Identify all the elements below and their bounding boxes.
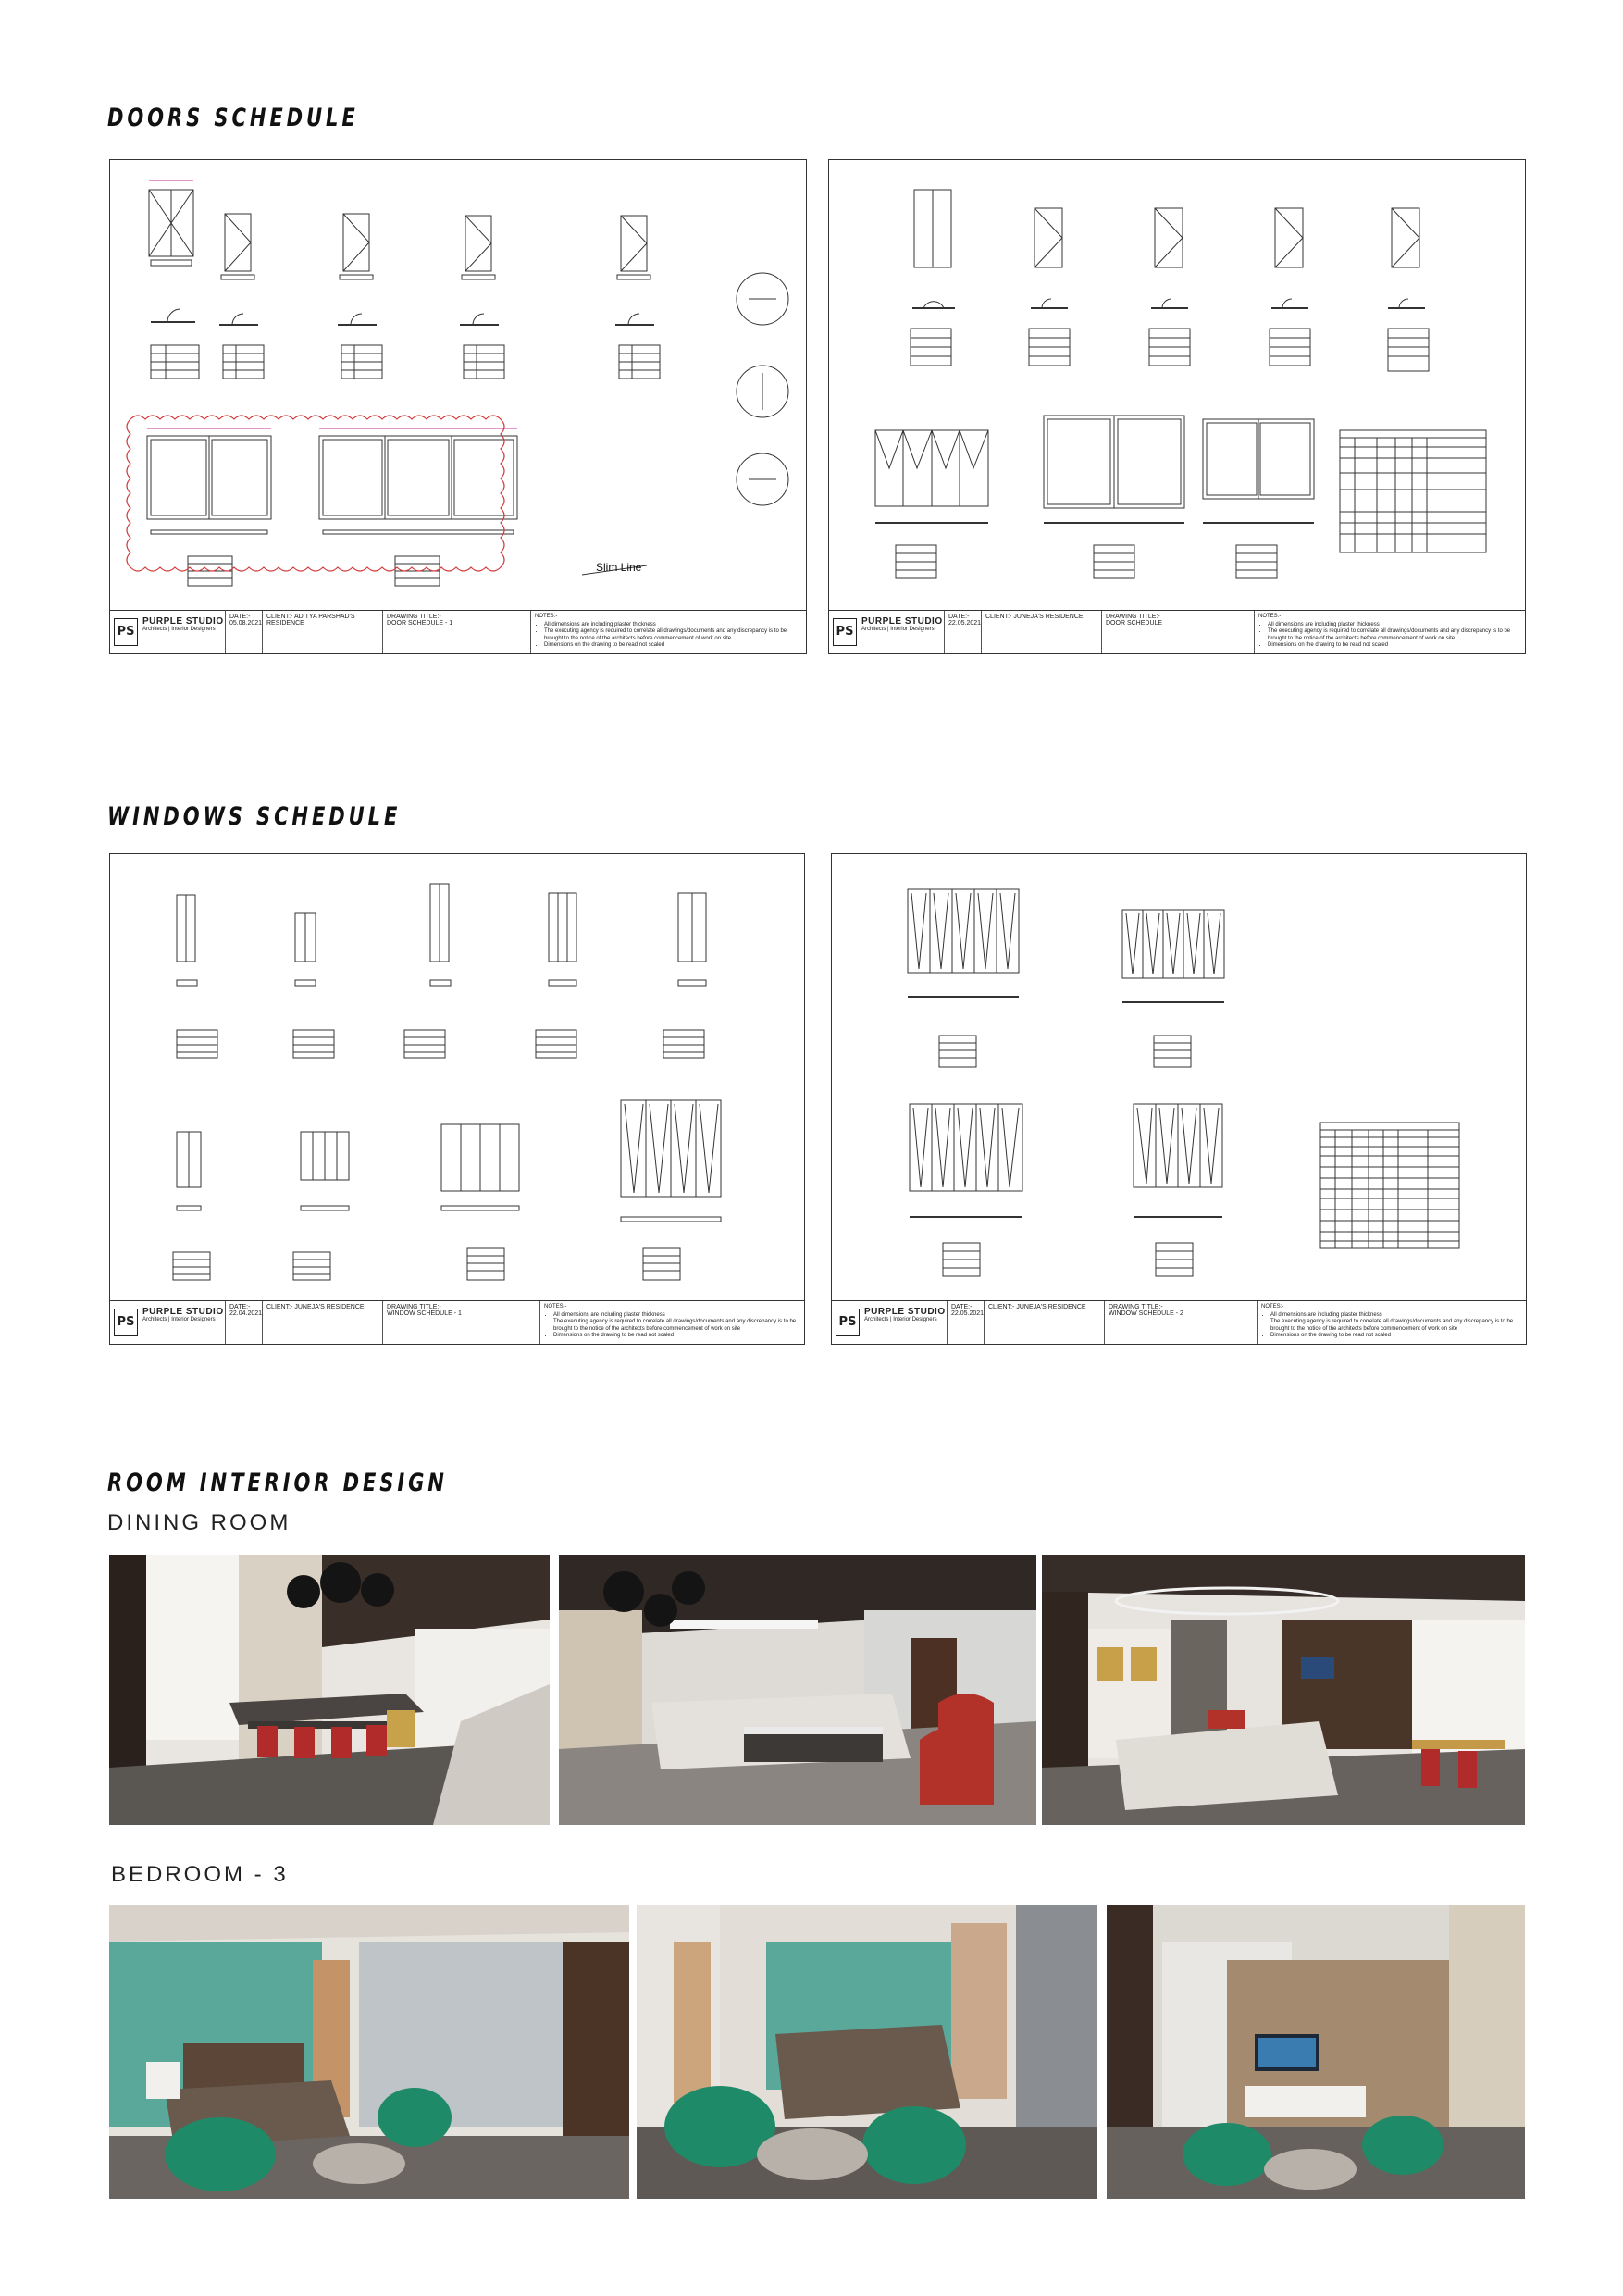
- slim-line-annotation: Slim Line: [596, 561, 642, 574]
- date-label: DATE:-: [948, 614, 970, 620]
- bedroom-3-heading: BEDROOM - 3: [111, 1862, 289, 1887]
- drawing-title-label: DRAWING TITLE:-: [387, 1304, 441, 1310]
- windows-schedule-heading: WINDOWS SCHEDULE: [107, 802, 402, 831]
- date-value: 22.05.2021: [951, 1310, 985, 1317]
- note-item: • All dimensions are including plaster thickness: [1270, 1312, 1522, 1320]
- note-item: • The executing agency is required to correlate all drawings/documents and any discrepancy is to be brought to the notice of the architects before commencement of work on site: [1268, 628, 1521, 642]
- drawing-title-value: DOOR SCHEDULE - 1: [387, 620, 453, 627]
- studio-name: PURPLE STUDIO: [864, 1307, 946, 1317]
- dining-room-render-3: [1042, 1555, 1525, 1825]
- dining-room-heading: DINING ROOM: [107, 1510, 291, 1535]
- drawing-title-label: DRAWING TITLE:-: [1109, 1304, 1163, 1310]
- studio-tagline: Architects | Interior Designers: [142, 627, 216, 632]
- note-item: • The executing agency is required to correlate all drawings/documents and any discrepancy is to be brought to the notice of the architects before commencement of work on site: [1270, 1319, 1522, 1333]
- notes-list: [553, 1312, 800, 1340]
- notes-list: [1270, 1312, 1522, 1340]
- studio-logo: PS: [114, 618, 138, 646]
- title-block-door-2: [829, 610, 1525, 653]
- title-block-window-2: [832, 1300, 1526, 1344]
- note-item: • The executing agency is required to correlate all drawings/documents and any discrepancy is to be brought to the notice of the architects before commencement of work on site: [553, 1319, 800, 1333]
- window-schedule-sheet-1: [109, 853, 805, 1345]
- bedroom-render-3: [1107, 1905, 1525, 2199]
- notes-label: NOTES:-: [544, 1304, 567, 1309]
- studio-logo: PS: [114, 1309, 138, 1336]
- doors-schedule-heading: DOORS SCHEDULE: [107, 104, 359, 132]
- bedroom-render-1: [109, 1905, 629, 2199]
- note-item: • Dimensions on the drawing to be read not scaled: [1268, 642, 1521, 650]
- date-value: 22.04.2021: [229, 1310, 263, 1317]
- date-value: 22.05.2021: [948, 620, 982, 627]
- door-schedule-sheet-1: [109, 159, 807, 654]
- note-item: • Dimensions on the drawing to be read not scaled: [544, 642, 802, 650]
- door-schedule-sheet-2: [828, 159, 1526, 654]
- drawing-title-value: WINDOW SCHEDULE - 1: [387, 1310, 462, 1317]
- drawing-title-value: WINDOW SCHEDULE - 2: [1109, 1310, 1183, 1317]
- date-label: DATE:-: [229, 614, 251, 620]
- door-drawings-1: [110, 160, 806, 611]
- window-drawings-1: [110, 854, 804, 1301]
- note-item: • Dimensions on the drawing to be read not scaled: [1270, 1333, 1522, 1340]
- client-label: CLIENT:- JUNEJA'S RESIDENCE: [985, 614, 1084, 620]
- drawing-title-label: DRAWING TITLE:-: [387, 614, 441, 620]
- studio-logo: PS: [836, 1309, 860, 1336]
- note-item: • All dimensions are including plaster thickness: [553, 1312, 800, 1320]
- studio-tagline: Architects | Interior Designers: [142, 1317, 216, 1322]
- client-label: CLIENT:- JUNEJA'S RESIDENCE: [266, 1304, 365, 1310]
- studio-name: PURPLE STUDIO: [142, 1307, 224, 1317]
- date-label: DATE:-: [951, 1304, 973, 1310]
- studio-tagline: Architects | Interior Designers: [861, 627, 935, 632]
- studio-logo: PS: [833, 618, 857, 646]
- drawing-title-value: DOOR SCHEDULE: [1106, 620, 1163, 627]
- drawing-title-label: DRAWING TITLE:-: [1106, 614, 1160, 620]
- client-label: CLIENT:- ADITYA PARSHAD'S RESIDENCE: [266, 614, 355, 627]
- room-interior-design-heading: ROOM INTERIOR DESIGN: [107, 1469, 448, 1497]
- door-drawings-2: [829, 160, 1525, 611]
- note-item: • All dimensions are including plaster thickness: [1268, 622, 1521, 629]
- note-item: • All dimensions are including plaster thickness: [544, 622, 802, 629]
- note-item: • Dimensions on the drawing to be read not scaled: [553, 1333, 800, 1340]
- notes-list: [1268, 622, 1521, 650]
- notes-label: NOTES:-: [535, 614, 558, 619]
- title-block-door-1: [110, 610, 806, 653]
- notes-list: [544, 622, 802, 650]
- notes-label: NOTES:-: [1258, 614, 1282, 619]
- dining-room-render-2: [559, 1555, 1036, 1825]
- title-block-window-1: [110, 1300, 804, 1344]
- notes-label: NOTES:-: [1261, 1304, 1284, 1309]
- window-drawings-2: [832, 854, 1526, 1301]
- bedroom-render-2: [637, 1905, 1097, 2199]
- studio-tagline: Architects | Interior Designers: [864, 1317, 937, 1322]
- dining-room-render-1: [109, 1555, 550, 1825]
- date-label: DATE:-: [229, 1304, 251, 1310]
- studio-name: PURPLE STUDIO: [861, 616, 943, 627]
- client-label: CLIENT:- JUNEJA'S RESIDENCE: [988, 1304, 1086, 1310]
- window-schedule-sheet-2: [831, 853, 1527, 1345]
- date-value: 05.08.2021: [229, 620, 263, 627]
- note-item: • The executing agency is required to correlate all drawings/documents and any discrepancy is to be brought to the notice of the architects before commencement of work on site: [544, 628, 802, 642]
- studio-name: PURPLE STUDIO: [142, 616, 224, 627]
